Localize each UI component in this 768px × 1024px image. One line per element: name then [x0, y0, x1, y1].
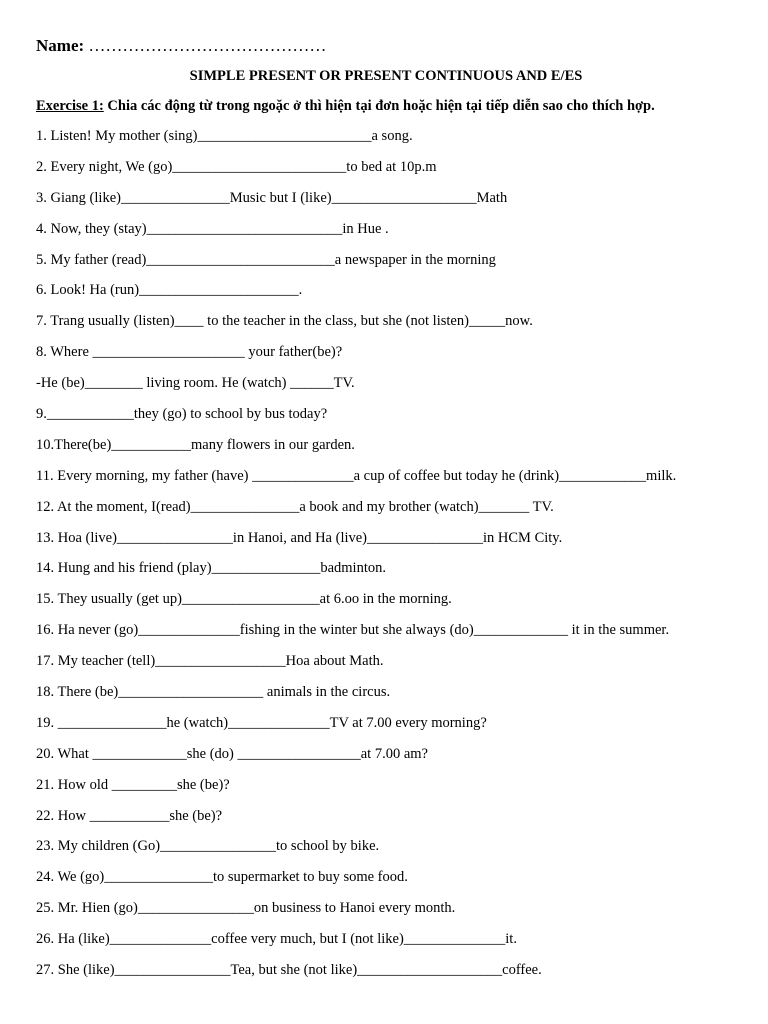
question-item: 12. At the moment, I(read)_______________a book and my brother (watch)_______ TV. — [36, 498, 554, 515]
question-item: 10.There(be)___________many flowers in our garden. — [36, 436, 355, 453]
question-item: 21. How old _________she (be)? — [36, 776, 230, 793]
question-item: 26. Ha (like)______________coffee very much, but I (not like)______________it. — [36, 931, 517, 948]
question-item: 7. Trang usually (listen)____ to the teacher in the class, but she (not listen)_____now. — [36, 313, 533, 330]
question-item: 4. Now, they (stay)___________________________in Hue . — [36, 220, 389, 237]
question-item: 13. Hoa (live)________________in Hanoi, and Ha (live)________________in HCM City. — [36, 529, 563, 546]
question-item: 9.____________they (go) to school by bus today? — [36, 406, 328, 423]
question-item: 1. Listen! My mother (sing)________________________a song. — [36, 128, 413, 144]
question-item: 3. Giang (like)_______________Music but I (like)____________________Math — [36, 189, 508, 206]
exercise-heading — [36, 98, 655, 115]
question-item: 18. There (be)____________________ animals in the circus. — [36, 684, 391, 701]
question-item: -He (be)________ living room. He (watch) ______TV. — [36, 375, 355, 392]
question-item: 5. My father (read)__________________________a newspaper in the morning — [36, 251, 496, 268]
question-item: 20. What _____________she (do) _________________at 7.00 am? — [36, 745, 428, 762]
question-item: 2. Every night, We (go)________________________to bed at 10p.m — [36, 158, 437, 175]
question-item: 23. My children (Go)________________to school by bike. — [36, 838, 380, 855]
question-item: 22. How ___________she (be)? — [36, 807, 223, 824]
exercise-instruction: Chia các động từ trong ngoặc ở thì hiện tại đơn hoặc hiện tại tiếp diễn sao cho thích hợp. — [103, 98, 655, 114]
question-item: 24. We (go)_______________to supermarket to buy some food. — [36, 869, 408, 886]
question-item: 27. She (like)________________Tea, but she (not like)____________________coffee. — [36, 962, 542, 979]
name-label: Name: — [36, 36, 85, 55]
question-item: 17. My teacher (tell)__________________Hoa about Math. — [36, 653, 384, 670]
question-item: 11. Every morning, my father (have) ______________a cup of coffee but today he (drink)____________milk. — [36, 467, 677, 484]
question-item: 15. They usually (get up)___________________at 6.oo in the morning. — [36, 591, 452, 608]
question-item: 19. _______________he (watch)______________TV at 7.00 every morning? — [36, 714, 487, 731]
question-item: 16. Ha never (go)______________fishing in the winter but she always (do)_____________ it in the summer. — [36, 622, 670, 639]
question-item: 8. Where _____________________ your father(be)? — [36, 344, 343, 361]
name-line — [36, 36, 326, 56]
question-item: 25. Mr. Hien (go)________________on business to Hanoi every month. — [36, 900, 456, 917]
question-item: 6. Look! Ha (run)______________________. — [36, 282, 303, 299]
question-item: 14. Hung and his friend (play)_______________badminton. — [36, 560, 386, 577]
worksheet-title: SIMPLE PRESENT OR PRESENT CONTINUOUS AND E/ES — [189, 68, 583, 84]
question-list — [36, 127, 676, 992]
name-blank: …………………………………… — [84, 36, 327, 55]
exercise-label: Exercise 1: — [36, 98, 104, 114]
